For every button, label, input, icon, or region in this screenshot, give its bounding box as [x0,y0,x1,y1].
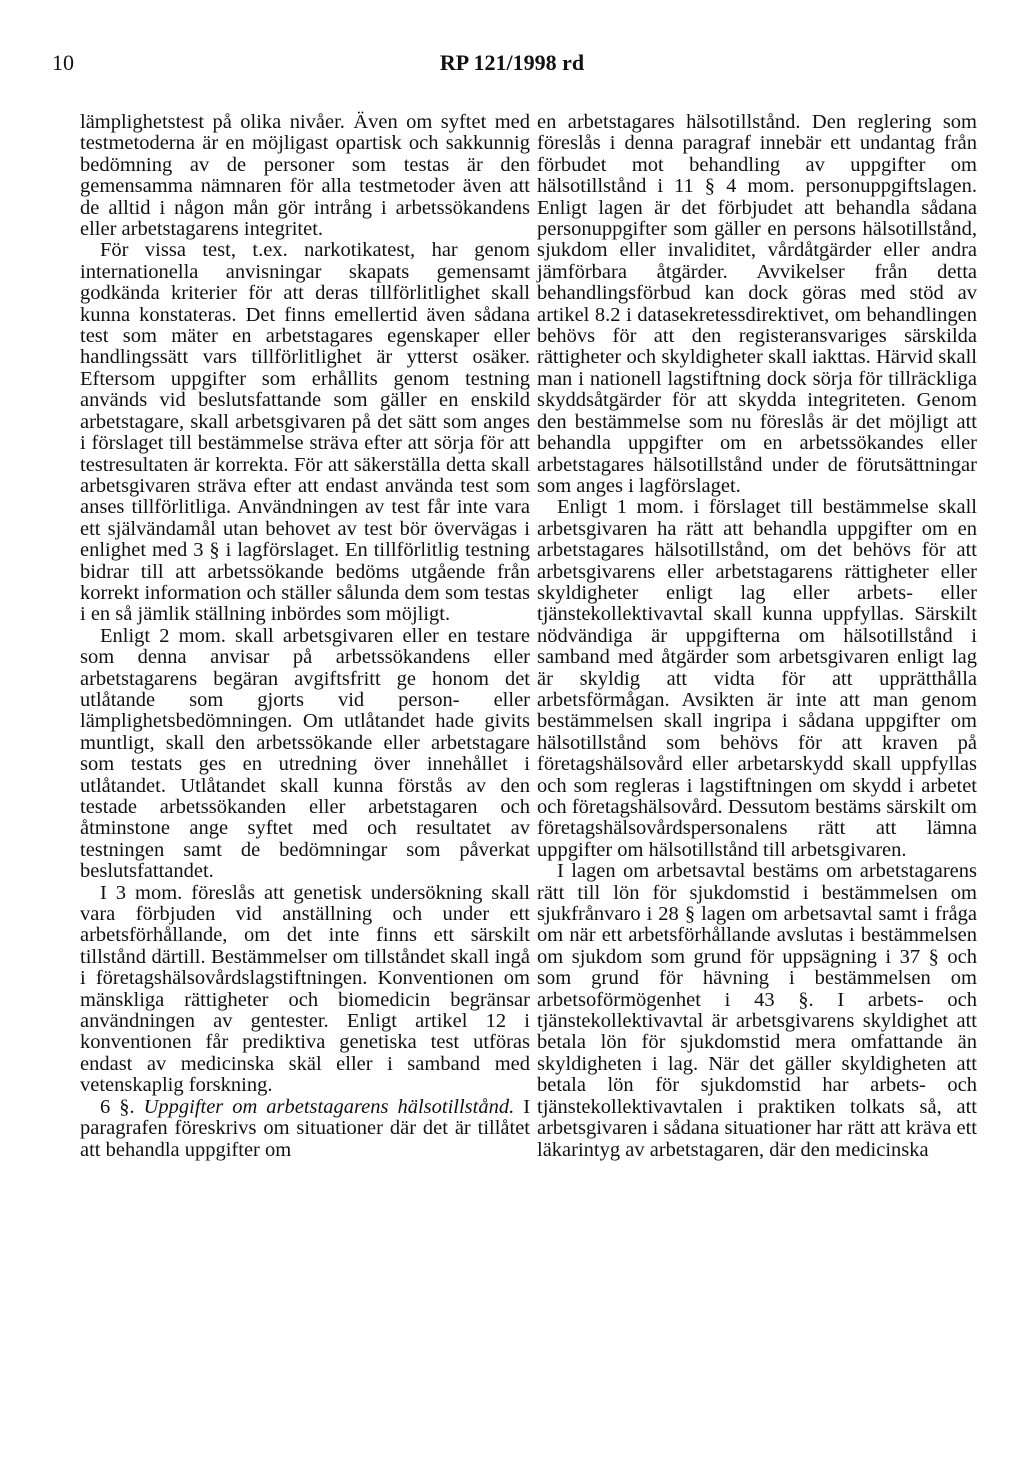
left-column [80,112,530,1161]
paragraph: en arbetstagares hälsotillstånd. Den reglering som föreslås i denna paragraf innebär ett undantag från förbudet mot behandling av uppgifter om hälsotillstånd i 11 § 4 mom. personuppgiftslagen. Enligt lagen är det förbjudet att behandla sådana personuppgifter som gäller en persons hälsotillstånd, sjukdom eller invaliditet, vårdåtgärder eller andra jämförbara åtgärder. Avvikelser från detta behandlingsförbud kan dock göras med stöd av artikel 8.2 i datasekretessdirektivet, om behandlingen behövs för att den registeransvariges särskilda rättigheter och skyldigheter skall iakttas. Härvid skall man i nationell lagstiftning dock sörja för tillräckliga skyddsåtgärder för att skydda integriteten. Genom den bestämmelse som nu föreslås är det möjligt att behandla uppgifter om en arbetssökandes eller arbetstagares hälsotillstånd under de förutsättningar som anges i lagförslaget. [537,111,977,497]
section-number: 6 §. [100,1095,135,1118]
page-number: 10 [52,50,74,75]
paragraph: I lagen om arbetsavtal bestäms om arbetstagarens rätt till lön för sjukdomstid i bestämmelsen om sjukfrånvaro i 28 § lagen om arbetsavtal samt i fråga om när ett arbetsförhållande avslutas i bestämmelsen om sjukdom som grund för uppsägning i 37 § och som grund för hävning i bestämmelsen om arbetsoförmögenhet i 43 §. I arbets- och tjänstekollektivavtal är arbetsgivarens skyldighet att betala lön för sjukdomstid mera omfattande än skyldigheten i lag. När det gäller skyldigheten att betala lön för sjukdomstid har arbets- och tjänstekollektivavtalen i praktiken tolkats så, att arbetsgivaren i sådana situationer har rätt att kräva ett läkarintyg av arbetstagaren, där den medicinska [537,860,977,1161]
section-title: Uppgifter om arbetstagarens hälsotillstånd. [143,1095,515,1118]
paragraph: Enligt 1 mom. i förslaget till bestämmelse skall arbetsgivaren ha rätt att behandla uppgifter om en arbetstagares hälsotillstånd, om det behövs för att arbetsgivarens eller arbetstagarens rättigheter eller skyldigheter enligt lag eller arbets- eller tjänstekollektivavtal skall kunna uppfyllas. Särskilt nödvändiga är uppgifterna om hälsotillstånd i samband med åtgärder som arbetsgivaren enligt lag är skyldig att vidta för att upprätthålla arbetsförmågan. Avsikten är inte att man genom bestämmelsen skall ingripa i sådana uppgifter om hälsotillstånd som behövs för att kraven på företagshälsovård eller arbetarskydd skall uppfyllas och som regleras i lagstiftningen om skydd i arbetet och företagshälsovård. Dessutom bestäms särskilt om företagshälsovårdspersonalens rätt att lämna uppgifter om hälsotillstånd till arbetsgivaren. [537,496,977,861]
right-column [537,112,977,1161]
section-text: I paragrafen föreskrivs om situationer där det är tillåtet att behandla uppgifter om [80,1095,531,1161]
document-reference: RP 121/1998 rd [439,50,585,75]
paragraph: För vissa test, t.ex. narkotikatest, har genom internationella anvisningar skapats gemensamt godkända kriterier för att deras tillförlitlighet skall kunna konstateras. Det finns emellertid även sådana test som mäter en arbetstagares egenskaper eller handlingssätt vars tillförlitlighet är ytterst osäker. Eftersom uppgifter som erhållits genom testning används vid beslutsfattande som gäller en enskild arbetstagare, skall arbetsgivaren på det sätt som anges i förslaget till bestämmelse sträva efter att sörja för att testresultaten är korrekta. För att säkerställa detta skall arbetsgivaren sträva efter att endast använda test som anses tillförlitliga. Användningen av test får inte vara ett självändamål utan behovet av test bör övervägas i enlighet med 3 § i lagförslaget. En tillförlitlig testning bidrar till att arbetssökande bedöms utgående från korrekt information och ställer sålunda dem som testas i en så jämlik ställning inbördes som möjligt. [80,239,530,626]
paragraph: Enligt 2 mom. skall arbetsgivaren eller en testare som denna anvisar på arbetssökandens eller arbetstagarens begäran avgiftsfritt ge honom det utlåtande som gjorts vid person- eller lämplighetsbedömningen. Om utlåtandet hade givits muntligt, skall den arbetssökande eller arbetstagare som testats ges en utredning över innehållet i utlåtandet. Utlåtandet skall kunna förstås av den testade arbetssökanden eller arbetstagaren och åtminstone ange syftet med och resultatet av testningen samt de bedömningar som påverkat beslutsfattandet. [80,624,530,883]
paragraph: I 3 mom. föreslås att genetisk undersökning skall vara förbjuden vid anställning och under ett arbetsförhållande, om det inte finns ett särskilt tillstånd därtill. Bestämmelser om tillståndet skall ingå i företagshälsovårdslagstiftningen. Konventionen om mänskliga rättigheter och biomedicin begränsar användningen av gentester. Enligt artikel 12 i konventionen får prediktiva genetiska test utföras endast av medicinska skäl eller i samband med vetenskaplig forskning. [80,881,530,1097]
paragraph: lämplighetstest på olika nivåer. Även om syftet med testmetoderna är en möjligast opartisk och sakkunnig bedömning av de personer som testas är den gemensamma nämnaren för alla testmetoder även att de alltid i någon mån gör intrång i arbetssökandens eller arbetstagarens integritet. [80,111,530,241]
section-paragraph [80,1097,530,1161]
